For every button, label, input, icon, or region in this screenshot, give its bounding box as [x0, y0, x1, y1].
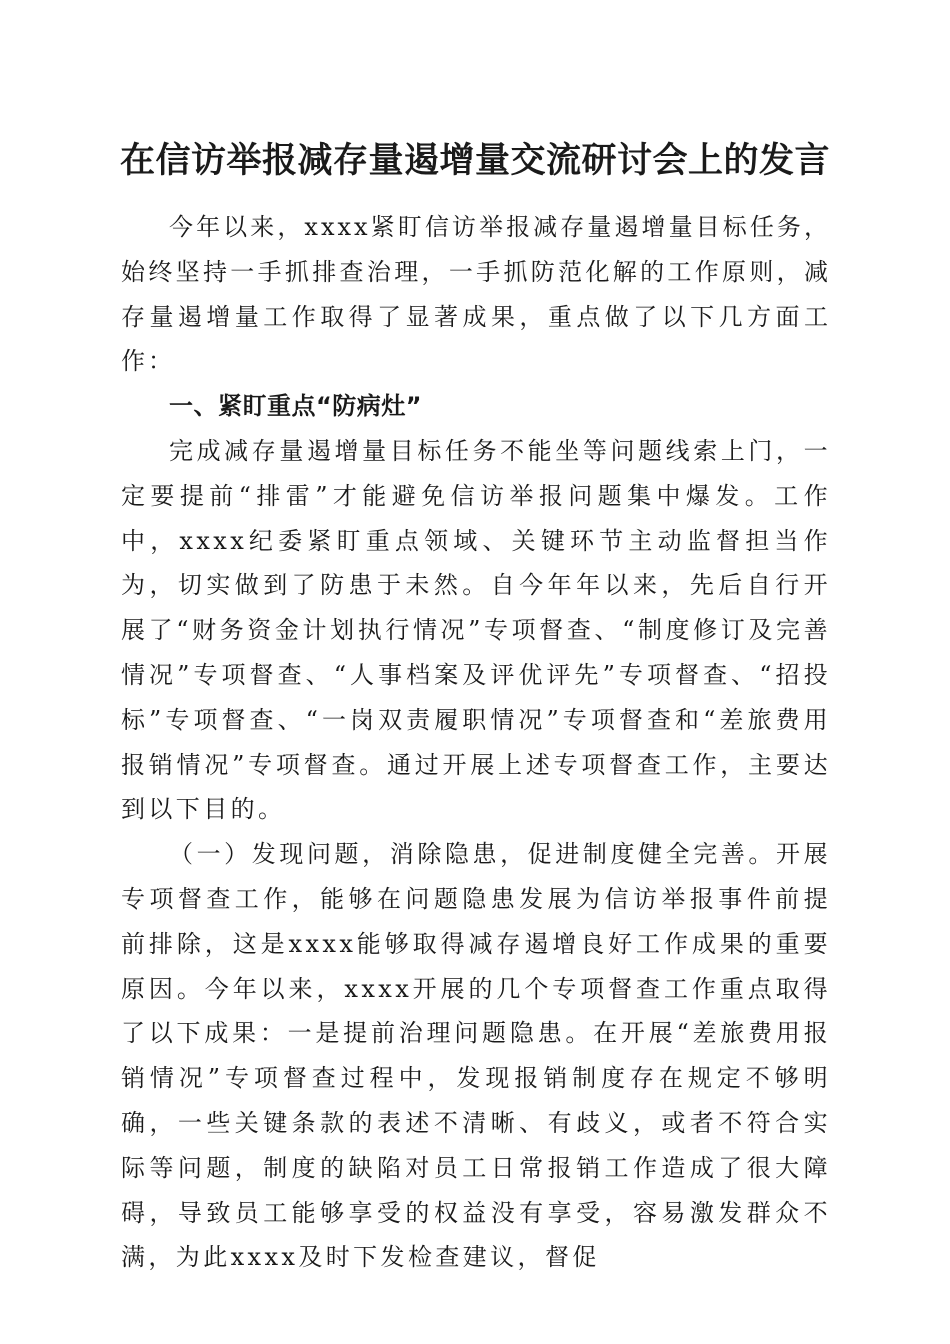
- section-heading-1: 一、紧盯重点“防病灶”: [169, 392, 423, 421]
- section-1-paragraph: 完成减存量遏增量目标任务不能坐等问题线索上门，一定要提前“排雷”才能避免信访举报问题集中爆发。工作中，xxxx纪委紧盯重点领域、关键环节主动监督担当作为，切实做到了防患于未然。自今年年以来，先后自行开展了“财务资金计划执行情况”专项督查、“制度修订及完善情况”专项督查、“人事档案及评优评先”专项督查、“招投标”专项督查、“一岗双责履职情况”专项督查和“差旅费用报销情况”专项督查。通过开展上述专项督查工作，主要达到以下目的。: [121, 436, 831, 824]
- intro-paragraph: 今年以来，xxxx紧盯信访举报减存量遏增量目标任务，始终坚持一手抓排查治理，一手抓防范化解的工作原则，减存量遏增量工作取得了显著成果，重点做了以下几方面工作：: [121, 213, 831, 376]
- subsection-1-paragraph: （一）发现问题，消除隐患，促进制度健全完善。开展专项督查工作，能够在问题隐患发展为信访举报事件前提前排除，这是xxxx能够取得减存遏增良好工作成果的重要原因。今年以来，xxxx开展的几个专项督查工作重点取得了以下成果：一是提前治理问题隐患。在开展“差旅费用报销情况”专项督查过程中，发现报销制度存在规定不够明确，一些关键条款的表述不清晰、有歧义，或者不符合实际等问题，制度的缺陷对员工日常报销工作造成了很大障碍，导致员工能够享受的权益没有享受，容易激发群众不满，为此xxxx及时下发检查建议，督促: [121, 840, 831, 1272]
- document-title: 在信访举报减存量遏增量交流研讨会上的发言: [119, 140, 830, 181]
- document-body: [121, 205, 831, 1280]
